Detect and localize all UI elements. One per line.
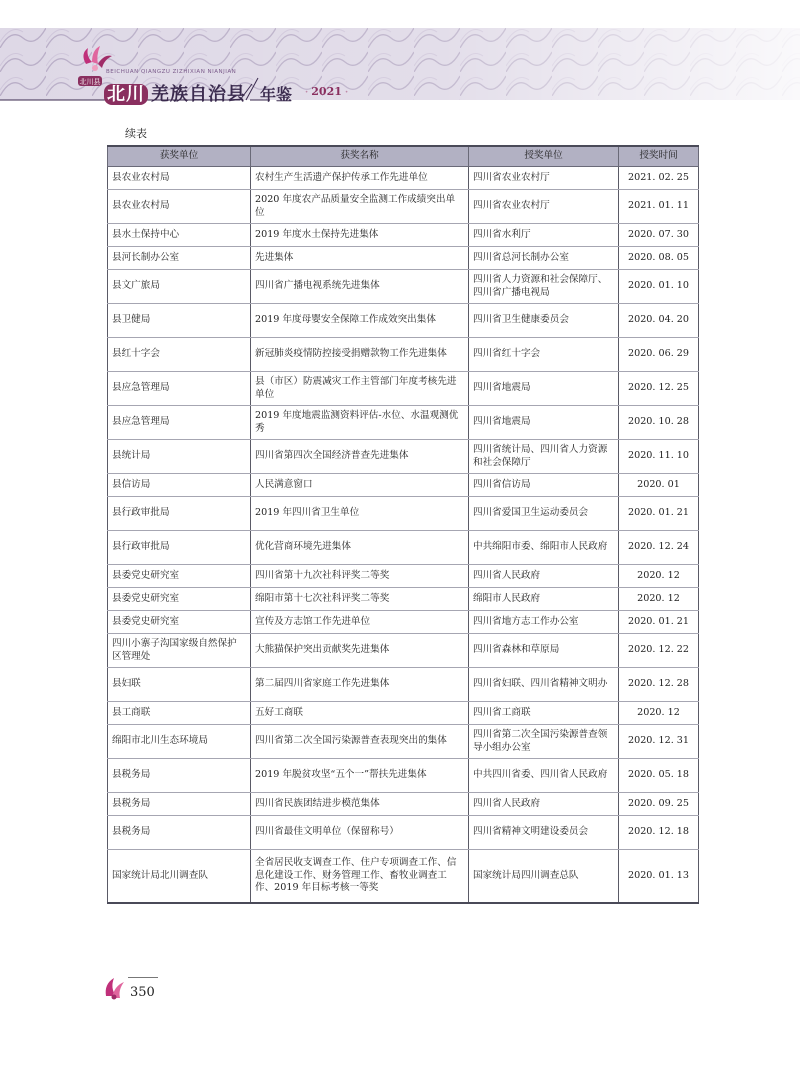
cell-unit: 县农业农村局 — [108, 167, 251, 190]
header-year-text: 2021 — [311, 85, 342, 98]
cell-date: 2020. 12. 25 — [619, 372, 699, 406]
header-title — [104, 80, 246, 106]
table-row — [108, 497, 699, 531]
header-title-text: 羌族自治县 — [151, 84, 246, 105]
cell-date: 2020. 12 — [619, 702, 699, 725]
col-header-date: 授奖时间 — [619, 146, 699, 167]
table-row — [108, 565, 699, 588]
cell-issuer: 四川省统计局、四川省人力资源和社会保障厅 — [469, 440, 619, 474]
header-badge: 北川 — [104, 84, 148, 105]
cell-award: 县（市区）防震减灾工作主管部门年度考核先进单位 — [251, 372, 469, 406]
cell-unit: 县行政审批局 — [108, 531, 251, 565]
cell-award: 2019 年度地震监测资料评估-水位、水温观测优秀 — [251, 406, 469, 440]
table-row — [108, 190, 699, 224]
cell-date: 2020. 01 — [619, 474, 699, 497]
cell-date: 2020. 12 — [619, 565, 699, 588]
cell-date: 2020. 01. 21 — [619, 497, 699, 531]
table-row — [108, 702, 699, 725]
cell-issuer: 四川省总河长制办公室 — [469, 247, 619, 270]
table-row — [108, 816, 699, 850]
table-row — [108, 270, 699, 304]
cell-issuer: 四川省红十字会 — [469, 338, 619, 372]
cell-award: 四川省第十九次社科评奖二等奖 — [251, 565, 469, 588]
cell-issuer: 四川省工商联 — [469, 702, 619, 725]
cell-date: 2020. 12. 18 — [619, 816, 699, 850]
cell-award: 绵阳市第十七次社科评奖二等奖 — [251, 588, 469, 611]
table-row — [108, 531, 699, 565]
cell-award: 优化营商环境先进集体 — [251, 531, 469, 565]
cell-issuer: 四川省人民政府 — [469, 793, 619, 816]
cell-unit: 县委党史研究室 — [108, 588, 251, 611]
cell-date: 2020. 06. 29 — [619, 338, 699, 372]
cell-award: 新冠肺炎疫情防控接受捐赠款物工作先进集体 — [251, 338, 469, 372]
page-number: 350 — [130, 985, 155, 1000]
page-header — [0, 0, 800, 112]
table-row — [108, 668, 699, 702]
cell-unit: 县河长制办公室 — [108, 247, 251, 270]
table-row — [108, 611, 699, 634]
cell-unit: 县水土保持中心 — [108, 224, 251, 247]
cell-award: 2019 年四川省卫生单位 — [251, 497, 469, 531]
cell-date: 2020. 12. 31 — [619, 725, 699, 759]
cell-award: 四川省最佳文明单位（保留称号） — [251, 816, 469, 850]
table-row — [108, 372, 699, 406]
cell-unit: 县红十字会 — [108, 338, 251, 372]
cell-issuer: 四川省地震局 — [469, 406, 619, 440]
cell-date: 2020. 12 — [619, 588, 699, 611]
table-row — [108, 224, 699, 247]
table-row — [108, 759, 699, 793]
cell-unit: 县妇联 — [108, 668, 251, 702]
col-header-award: 获奖名称 — [251, 146, 469, 167]
svg-text:北川县: 北川县 — [79, 78, 101, 86]
table-row — [108, 406, 699, 440]
cell-unit: 县应急管理局 — [108, 372, 251, 406]
cell-unit: 县税务局 — [108, 816, 251, 850]
table-row — [108, 167, 699, 190]
cell-unit: 县统计局 — [108, 440, 251, 474]
table-row — [108, 440, 699, 474]
cell-date: 2020. 08. 05 — [619, 247, 699, 270]
header-pinyin: BEICHUAN QIANGZU ZIZHIXIAN NIANJIAN — [106, 69, 237, 75]
cell-issuer: 四川省精神文明建设委员会 — [469, 816, 619, 850]
cell-award: 四川省民族团结进步模范集体 — [251, 793, 469, 816]
cell-issuer: 国家统计局四川调查总队 — [469, 850, 619, 904]
table-row — [108, 850, 699, 904]
table-row — [108, 793, 699, 816]
col-header-unit: 获奖单位 — [108, 146, 251, 167]
cell-date: 2020. 11. 10 — [619, 440, 699, 474]
cell-issuer: 四川省爱国卫生运动委员会 — [469, 497, 619, 531]
cell-award: 四川省第二次全国污染源普查表现突出的集体 — [251, 725, 469, 759]
cell-issuer: 四川省水利厅 — [469, 224, 619, 247]
cell-award: 第二届四川省家庭工作先进集体 — [251, 668, 469, 702]
cell-date: 2020. 10. 28 — [619, 406, 699, 440]
cell-issuer: 绵阳市人民政府 — [469, 588, 619, 611]
cell-unit: 县农业农村局 — [108, 190, 251, 224]
cell-unit: 四川小寨子沟国家级自然保护区管理处 — [108, 634, 251, 668]
table-row — [108, 247, 699, 270]
cell-award: 五好工商联 — [251, 702, 469, 725]
cell-award: 人民满意窗口 — [251, 474, 469, 497]
cell-award: 先进集体 — [251, 247, 469, 270]
cell-unit: 县委党史研究室 — [108, 565, 251, 588]
cell-issuer: 中共绵阳市委、绵阳市人民政府 — [469, 531, 619, 565]
cell-unit: 国家统计局北川调查队 — [108, 850, 251, 904]
cell-date: 2021. 01. 11 — [619, 190, 699, 224]
cell-issuer: 四川省人力资源和社会保障厅、四川省广播电视局 — [469, 270, 619, 304]
page-number-rule — [128, 977, 158, 978]
cell-date: 2020. 01. 10 — [619, 270, 699, 304]
header-yearbook: 年鉴 — [260, 85, 293, 104]
cell-date: 2020. 09. 25 — [619, 793, 699, 816]
cell-unit: 县行政审批局 — [108, 497, 251, 531]
cell-issuer: 四川省妇联、四川省精神文明办 — [469, 668, 619, 702]
cell-unit: 县应急管理局 — [108, 406, 251, 440]
cell-award: 全省居民收支调查工作、住户专项调查工作、信息化建设工作、财务管理工作、畜牧业调查工作、2019 年目标考核一等奖 — [251, 850, 469, 904]
cell-date: 2020. 07. 30 — [619, 224, 699, 247]
cell-issuer: 四川省地震局 — [469, 372, 619, 406]
cell-unit: 县委党史研究室 — [108, 611, 251, 634]
table-row — [108, 634, 699, 668]
cell-award: 2020 年度农产品质量安全监测工作成绩突出单位 — [251, 190, 469, 224]
cell-date: 2020. 12. 28 — [619, 668, 699, 702]
table-row — [108, 474, 699, 497]
cell-issuer: 四川省信访局 — [469, 474, 619, 497]
cell-unit: 县税务局 — [108, 759, 251, 793]
cell-date: 2020. 01. 13 — [619, 850, 699, 904]
cell-date: 2020. 12. 24 — [619, 531, 699, 565]
cell-date: 2021. 02. 25 — [619, 167, 699, 190]
cell-award: 2019 年度母婴安全保障工作成效突出集体 — [251, 304, 469, 338]
table-row — [108, 588, 699, 611]
cell-issuer: 四川省森林和草原局 — [469, 634, 619, 668]
cell-issuer: 中共四川省委、四川省人民政府 — [469, 759, 619, 793]
cell-issuer: 四川省农业农村厅 — [469, 190, 619, 224]
cell-issuer: 四川省第二次全国污染源普查领导小组办公室 — [469, 725, 619, 759]
cell-issuer: 四川省卫生健康委员会 — [469, 304, 619, 338]
cell-award: 2019 年脱贫攻坚“五个一”帮扶先进集体 — [251, 759, 469, 793]
cell-date: 2020. 05. 18 — [619, 759, 699, 793]
cell-date: 2020. 12. 22 — [619, 634, 699, 668]
cell-date: 2020. 01. 21 — [619, 611, 699, 634]
cell-issuer: 四川省地方志工作办公室 — [469, 611, 619, 634]
cell-award: 大熊猫保护突出贡献奖先进集体 — [251, 634, 469, 668]
cell-unit: 县信访局 — [108, 474, 251, 497]
cell-unit: 县卫健局 — [108, 304, 251, 338]
table-row — [108, 338, 699, 372]
cell-date: 2020. 04. 20 — [619, 304, 699, 338]
cell-award: 2019 年度水土保持先进集体 — [251, 224, 469, 247]
cell-unit: 县工商联 — [108, 702, 251, 725]
cell-unit: 县文广旅局 — [108, 270, 251, 304]
col-header-issuer: 授奖单位 — [469, 146, 619, 167]
cell-award: 四川省第四次全国经济普查先进集体 — [251, 440, 469, 474]
cell-award: 农村生产生活遗产保护传承工作先进单位 — [251, 167, 469, 190]
cell-unit: 县税务局 — [108, 793, 251, 816]
cell-award: 四川省广播电视系统先进集体 — [251, 270, 469, 304]
table-row — [108, 304, 699, 338]
awards-table — [107, 145, 699, 904]
cell-issuer: 四川省人民政府 — [469, 565, 619, 588]
page-flower-icon — [104, 974, 128, 1000]
cell-issuer: 四川省农业农村厅 — [469, 167, 619, 190]
table-header-row — [108, 146, 699, 167]
cell-award: 宣传及方志馆工作先进单位 — [251, 611, 469, 634]
table-caption: 续表 — [125, 127, 147, 140]
header-year: · 2021 · — [305, 85, 349, 98]
cell-unit: 绵阳市北川生态环境局 — [108, 725, 251, 759]
table-row — [108, 725, 699, 759]
